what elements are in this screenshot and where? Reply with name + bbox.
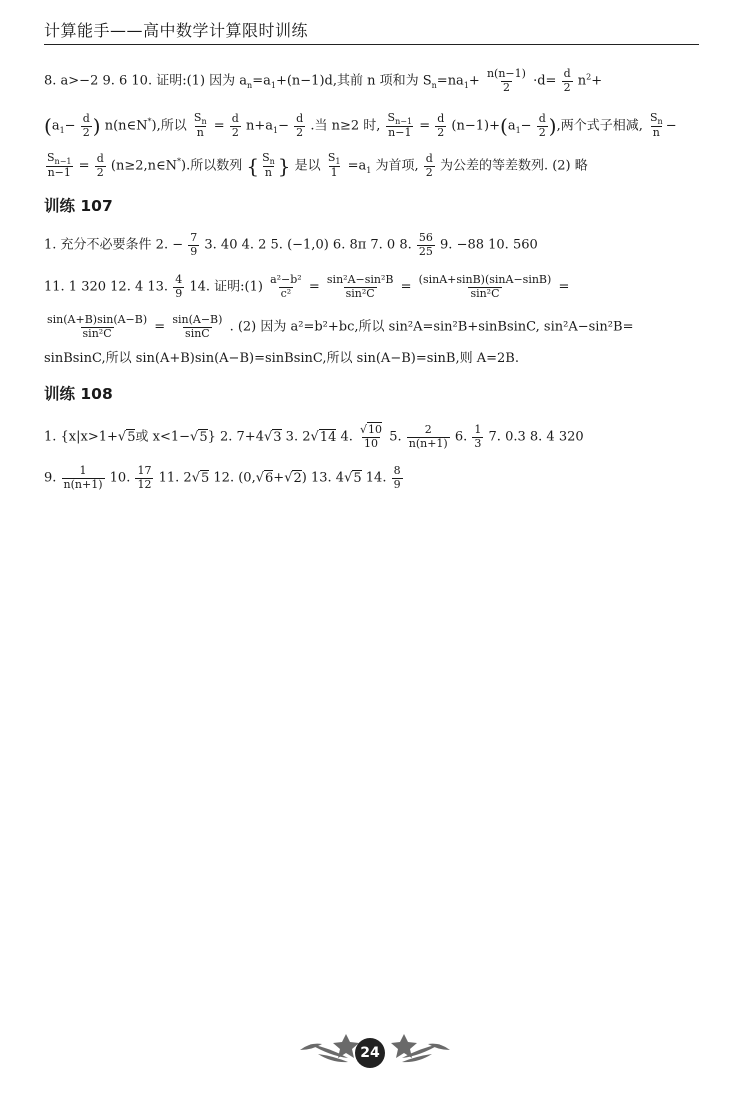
fraction: $\frac{\sin(A-B)}{\sin C}$: [172, 313, 223, 340]
fraction: $\frac{S_n}{n}$: [262, 151, 275, 180]
header-rule: [44, 44, 699, 45]
answer-line: 1. {x|x>1+√5或 x<1−√5} 2. 7+4√3 3. 2√14 4. $\frac{√10}{10}$ 5. $\frac{2}{n(n+1)}$ 6. $\frac{1}{3}$ 7. 0.3 8. 4 320: [44, 423, 584, 450]
fraction: $\frac{S_1}{1}$: [327, 151, 341, 180]
fraction: $\frac{56}{25}$: [418, 231, 433, 258]
fraction: $\frac{S_n}{n}$: [193, 111, 207, 140]
answer-line: 1. 充分不必要条件 2. − $\frac{7}{9}$ 3. 40 4. 2 5. (−1,0) 6. 8π 7. 0 8. $\frac{56}{25}$ 9. −88 10. 560: [44, 231, 538, 258]
fraction: $\frac{d}{2}$: [96, 151, 104, 179]
fraction: $\frac{S_{n-1}}{n-1}$: [47, 151, 72, 180]
fraction: $\frac{d}{2}$: [425, 151, 433, 179]
fraction: $\frac{17}{12}$: [137, 464, 152, 491]
answer-line: sinBsinC,所以 sin(A+B)sin(A−B)=sinBsinC,所以 sin(A−B)=sinB,则 A=2B.: [44, 351, 519, 366]
fraction: $\frac{1}{n(n+1)}$: [63, 464, 103, 491]
answer-line: 9. $\frac{1}{n(n+1)}$ 10. $\frac{17}{12}$ 11. 2√5 12. (0,√6+√2) 13. 4√5 14. $\frac{8}{9}$: [44, 464, 401, 491]
answer-line: $\frac{\sin(A+B)\sin(A-B)}{\text{sin²C}}$ = $\frac{\sin(A-B)}{\sin C}$ . (2) 因为 a²=b²+bc,所以 sin²A=sin²B+sinBsinC, sin²A−sin²B=: [47, 313, 634, 340]
answer-line: 8. a>−2 9. 6 10. 证明:(1) 因为 $a_n=a_1+(n-1)d$,其前 n 项和为 $S_n=na_1+$ $\frac{n(n-1)}{2}$ ·d= $\frac{d}{2}$ $n^2+$: [44, 67, 603, 94]
fraction: $\frac{d}{2}$: [231, 111, 239, 139]
fraction: $\frac{S_n}{n}$: [649, 111, 663, 140]
fraction: $\frac{d}{2}$: [82, 111, 90, 139]
fraction: $\frac{d}{2}$: [538, 111, 546, 139]
page-number: 24: [355, 1038, 385, 1068]
fraction: $\frac{7}{9}$: [190, 231, 198, 258]
fraction: $\frac{√10}{10}$: [360, 423, 383, 450]
fraction: $\frac{d}{2}$: [563, 67, 571, 94]
fraction: $\frac{d}{2}$: [296, 111, 304, 139]
section-title-108: 训练 108: [44, 385, 113, 403]
fraction: $\frac{n(n-1)}{2}$: [486, 67, 526, 94]
answer-line: ($a_1-$ $\frac{d}{2}$ ) n(n∈N*),所以 $\frac{S_n}{n}$ = $\frac{d}{2}$ $n+a_1-$ $\frac{d}{2}$ .当 n≥2 时, $\frac{S_{n-1}}{n-1}$ = $\frac{d}{2}$ $(n-1)+(a_1-$ $\frac{d}{2}$ ),两个式子相减, $\frac{S_n}{n}$ −: [44, 111, 677, 140]
fraction: $\frac{2}{n(n+1)}$: [408, 423, 448, 450]
answer-line: $\frac{S_{n-1}}{n-1}$ = $\frac{d}{2}$ (n≥2,n∈N*).所以数列 { $\frac{S_n}{n}$ } 是以 $\frac{S_1}{1}$ $=a_1$ 为首项, $\frac{d}{2}$ 为公差的等差数列. (2) 略: [47, 151, 588, 180]
page-header-title: 计算能手——高中数学计算限时训练: [44, 21, 309, 40]
fraction: $\frac{4}{9}$: [175, 273, 183, 300]
fraction: $\frac{8}{9}$: [393, 464, 401, 491]
fraction: $\frac{(\sin A+\sin B)(\sin A-\sin B)}{\text{sin²C}}$: [418, 273, 552, 300]
fraction: $\frac{1}{3}$: [474, 423, 482, 450]
fraction: $\frac{\text{sin²A−sin²B}}{\text{sin²C}}$: [326, 273, 394, 300]
fraction: $\frac{d}{2}$: [437, 111, 445, 139]
fraction: $\frac{\text{a²−b²}}{\text{c²}}$: [270, 273, 302, 300]
section-title-107: 训练 107: [44, 197, 113, 215]
fraction: $\frac{\sin(A+B)\sin(A-B)}{\text{sin²C}}$: [47, 313, 148, 340]
answer-line: 11. 1 320 12. 4 13. $\frac{4}{9}$ 14. 证明:(1) $\frac{\text{a²−b²}}{\text{c²}}$ = $\frac{\text{sin²A−sin²B}}{\text{sin²C}}$ = $\frac{(\sin A+\sin B)(\sin A-\sin B)}{\text{sin²C}}$ =: [44, 273, 570, 300]
fraction: $\frac{S_{n-1}}{n-1}$: [387, 111, 413, 140]
